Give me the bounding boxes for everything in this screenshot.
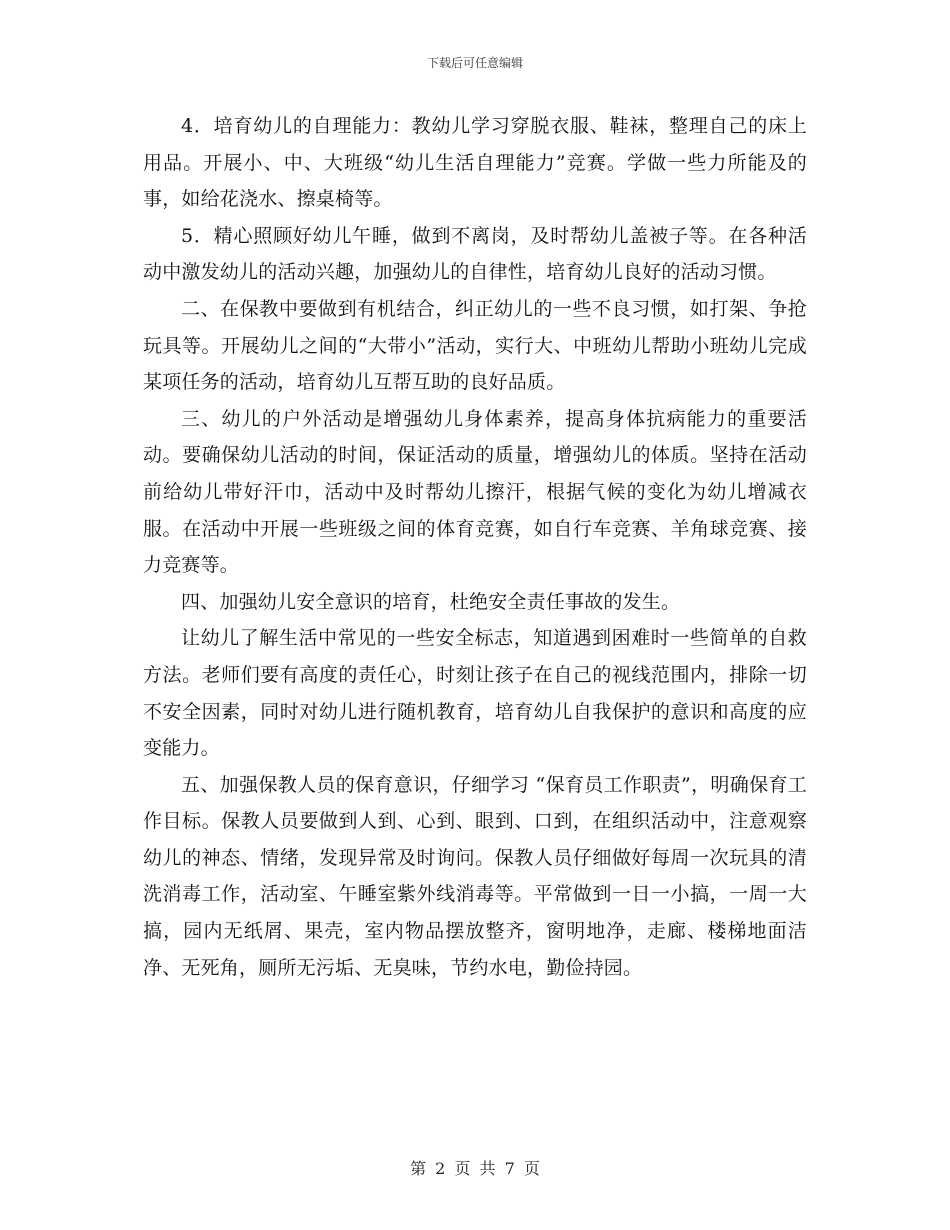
document-body	[143, 108, 807, 986]
page-number: 第 2 页 共 7 页	[410, 1159, 540, 1178]
paragraph-outdoor-activities: 三、幼儿的户外活动是增强幼儿身体素养，提高身体抗病能力的重要活动。要确保幼儿活动的时间，保证活动的质量，增强幼儿的体质。坚持在活动前给幼儿带好汗巾，活动中及时帮幼儿擦汗，根据气候的变化为幼儿增减衣服。在活动中开展一些班级之间的体育竞赛，如自行车竞赛、羊角球竞赛、接力竞赛等。	[143, 407, 807, 577]
paragraph-staff-awareness: 五、加强保教人员的保育意识，仔细学习 “保育员工作职责”，明确保育工作目标。保教人员要做到人到、心到、眼到、口到，在组织活动中，注意观察幼儿的神态、情绪，发现异常及时询问。保教人员仔细做好每周一次玩具的清洗消毒工作，活动室、午睡室紫外线消毒等。平常做到一日一小搞，一周一大搞，园内无纸屑、果壳，室内物品摆放整齐，窗明地净，走廊、楼梯地面洁净、无死角，厕所无污垢、无臭味，节约水电，勤俭持园。	[143, 773, 807, 979]
page-header: 下载后可任意编辑	[426, 56, 523, 70]
paragraph-nap-care: 5．精心照顾好幼儿午睡，做到不离岗，及时帮幼儿盖被子等。在各种活动中激发幼儿的活动兴趣，加强幼儿的自律性，培育幼儿良好的活动习惯。	[143, 224, 807, 284]
paragraph-safety-heading: 四、加强幼儿安全意识的培育，杜绝安全责任事故的发生。	[181, 590, 681, 613]
paragraph-habits: 二、在保教中要做到有机结合，纠正幼儿的一些不良习惯，如打架、争抢玩具等。开展幼儿之间的“大带小”活动，实行大、中班幼儿帮助小班幼儿完成某项任务的活动，培育幼儿互帮互助的良好品质。	[143, 297, 807, 394]
paragraph-self-care: 4．培育幼儿的自理能力：教幼儿学习穿脱衣服、鞋袜，整理自己的床上用品。开展小、中、大班级“幼儿生活自理能力”竞赛。学做一些力所能及的事，如给花浇水、擦桌椅等。	[143, 115, 807, 211]
paragraph-safety-detail: 让幼儿了解生活中常见的一些安全标志，知道遇到困难时一些简单的自救方法。老师们要有高度的责任心，时刻让孩子在自己的视线范围内，排除一切不安全因素，同时对幼儿进行随机教育，培育幼儿自我保护的意识和高度的应变能力。	[143, 627, 807, 760]
